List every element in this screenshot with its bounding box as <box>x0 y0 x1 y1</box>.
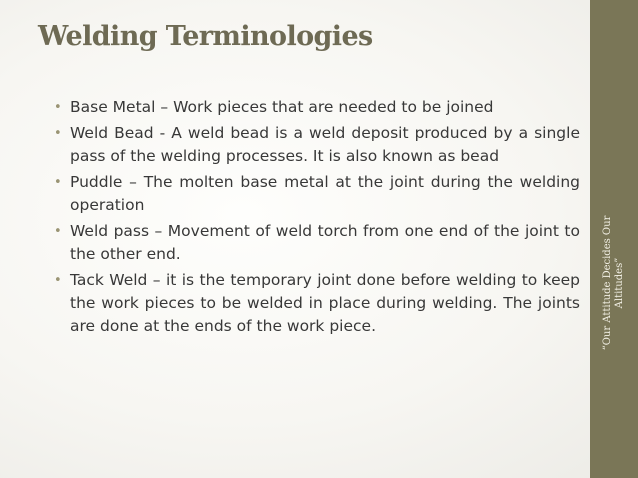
bullet-icon: • <box>54 100 62 115</box>
bullet-icon: • <box>54 175 62 190</box>
bullet-item <box>54 122 580 168</box>
bullet-icon: • <box>54 126 62 141</box>
bullet-item <box>54 269 580 338</box>
bullet-text: Base Metal – Work pieces that are needed to be joined <box>70 98 494 116</box>
bullet-item <box>54 220 580 266</box>
bullet-text: Weld Bead - A weld bead is a weld deposit produced by a single pass of the welding processes. It is also known as bead <box>70 124 580 165</box>
bullet-icon: • <box>54 224 62 239</box>
bullet-list <box>54 96 580 341</box>
bullet-text: Tack Weld – it is the temporary joint done before welding to keep the work pieces to be welded in place during welding. The joints are done at the ends of the work piece. <box>70 271 580 335</box>
bullet-item <box>54 171 580 217</box>
sidebar-quote: “Our Attitude Decides Our Altitudes” <box>602 215 625 351</box>
bullet-text: Weld pass – Movement of weld torch from one end of the joint to the other end. <box>70 222 580 263</box>
bullet-icon: • <box>54 273 62 288</box>
bullet-item <box>54 96 580 119</box>
slide-title: Welding Terminologies <box>38 21 373 52</box>
bullet-text: Puddle – The molten base metal at the joint during the welding operation <box>70 173 580 214</box>
